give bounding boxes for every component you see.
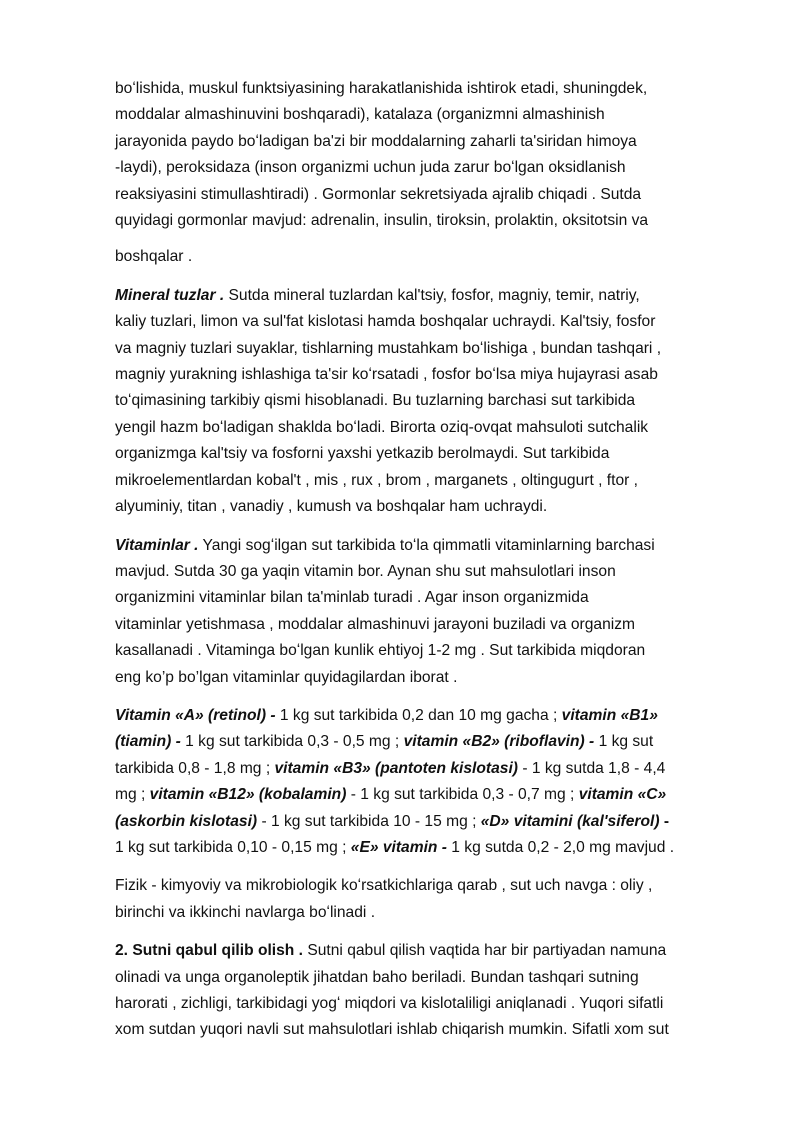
text-line: eng ko’p bo’lgan vitaminlar quyidagilardan iborat . xyxy=(115,668,458,686)
vitamin-name: «D» vitamini (kal'siferol) xyxy=(480,812,660,830)
paragraph-vitamins xyxy=(115,533,739,691)
vitamin-name: vitamin «B1» xyxy=(561,706,658,724)
text-line: harorati , zichligi, tarkibidagi yogʻ miqdori va kislotaliligi aniqlanadi . Yuqori sifatli xyxy=(115,995,664,1012)
text-line: toʻqimasining tarkibiy qismi hisoblanadi. Bu tuzlarning barchasi sut tarkibida xyxy=(115,392,636,410)
text-line: quyidagi gormonlar mavjud: adrenalin, insulin, tiroksin, prolaktin, oksitotsin va xyxy=(115,212,649,230)
text-line xyxy=(115,782,739,808)
document-body xyxy=(115,76,739,1044)
text-line: reaksiyasini stimullashtiradi) . Gormonlar sekretsiyada ajralib chiqadi . Sutda xyxy=(115,185,642,203)
text-line: boʻlishida, muskul funktsiyasining harakatlanishida ishtirok etadi, shuningdek, xyxy=(115,80,648,97)
paragraph-enzymes-hormones xyxy=(115,76,739,271)
text-line: organizmini vitaminlar bilan ta'minlab turadi . Agar inson organizmida xyxy=(115,589,589,607)
text-run: 1 kg sut tarkibida 0,2 dan 10 mg gacha ; xyxy=(275,706,562,724)
text-line: mavjud. Sutda 30 ga yaqin vitamin bor. Aynan shu sut mahsulotlari inson xyxy=(115,562,616,580)
paragraph-milk-grades xyxy=(115,873,739,926)
text-run: Yangi sogʻilgan sut tarkibida toʻla qimmatli vitaminlarning barchasi xyxy=(198,536,655,554)
text-line xyxy=(115,283,739,309)
text-line: boshqalar . xyxy=(115,248,193,266)
text-line: alyuminiy, titan , vanadiy , kumush va boshqalar ham uchraydi. xyxy=(115,498,548,516)
text-line xyxy=(115,533,739,559)
vitamin-name: Vitamin «A» (retinol) - xyxy=(115,706,276,724)
text-line xyxy=(115,729,739,755)
text-line: birinchi va ikkinchi navlarga boʻlinadi . xyxy=(115,903,376,921)
text-line: yengil hazm boʻladigan shaklda boʻladi. Birorta oziq-ovqat mahsuloti sutchalik xyxy=(115,418,649,436)
section-heading-vitamins: Vitaminlar . xyxy=(115,536,199,554)
text-line xyxy=(115,809,739,835)
text-line: mikroelementlardan kobal't , mis , rux , brom , marganets , oltingugurt , ftor , xyxy=(115,471,638,489)
vitamin-name: vitamin «B12» (kobalamin) xyxy=(149,786,347,804)
text-line xyxy=(115,703,739,729)
vitamin-name: (askorbin kislotasi) xyxy=(115,812,258,830)
text-line: va magniy tuzlari suyaklar, tishlarning mustahkam boʻlishiga , bundan tashqari , xyxy=(115,339,662,357)
text-line xyxy=(115,756,739,782)
text-run: Sutni qabul qilish vaqtida har bir partiyadan namuna xyxy=(303,942,667,960)
vitamin-name: vitamin «C» xyxy=(578,786,667,804)
text-line: kasallanadi . Vitaminga boʻlgan kunlik ehtiyoj 1-2 mg . Sut tarkibida miqdoran xyxy=(115,642,646,660)
text-run: 1 kg sut tarkibida 0,10 - 0,15 mg ; xyxy=(115,838,351,856)
vitamin-name: vitamin «B2» (riboflavin) - xyxy=(403,733,595,751)
text-line: olinadi va unga organoleptik jihatdan baho beriladi. Bundan tashqari sutning xyxy=(115,968,639,986)
vitamin-name: vitamin «B3» (pantoten kislotasi) xyxy=(274,759,518,777)
vitamin-name: «E» vitamin - xyxy=(350,838,447,856)
vitamin-name: (tiamin) - xyxy=(115,733,181,751)
text-run: 1 kg sut tarkibida 0,3 - 0,5 mg ; xyxy=(180,733,404,751)
text-run: mg ; xyxy=(115,786,150,804)
text-line: Fizik - kimyoviy va mikrobiologik koʻrsatkichlariga qarab , sut uch navga : oliy , xyxy=(115,877,653,895)
text-line xyxy=(115,938,739,964)
text-run: - 1 kg sut tarkibida 0,3 - 0,7 mg ; xyxy=(346,786,579,804)
text-line: moddalar almashinuvini boshqaradi), katalaza (organizmni almashinish xyxy=(115,106,605,124)
text-line: magniy yurakning ishlashiga ta'sir koʻrsatadi , fosfor boʻlsa miya hujayrasi asab xyxy=(115,366,658,384)
paragraph-mineral-salts xyxy=(115,283,739,521)
text-run: tarkibida 0,8 - 1,8 mg ; xyxy=(115,759,275,777)
paragraph-vitamin-list xyxy=(115,703,739,861)
text-line: organizmga kal'tsiy va fosforni yaxshi yetkazib berolmaydi. Sut tarkibida xyxy=(115,445,610,463)
paragraph-milk-acceptance xyxy=(115,938,739,1044)
text-run: 1 kg sutda 0,2 - 2,0 mg mavjud . xyxy=(446,838,675,856)
text-line: -laydi), peroksidaza (inson organizmi uchun juda zarur boʻlgan oksidlanish xyxy=(115,159,626,177)
text-run: - 1 kg sut tarkibida 10 - 15 mg ; xyxy=(257,812,481,830)
text-line: xom sutdan yuqori navli sut mahsulotlari ishlab chiqarish mumkin. Sifatli xom sut xyxy=(115,1021,669,1039)
text-line: kaliy tuzlari, limon va sul'fat kislotasi hamda boshqalar uchraydi. Kal'tsiy, fosfor xyxy=(115,313,656,331)
text-run: - 1 kg sutda 1,8 - 4,4 xyxy=(517,759,666,777)
text-line: jarayonida paydo boʻladigan ba'zi bir moddalarning zaharli ta'siridan himoya xyxy=(115,132,637,150)
text-run: - xyxy=(659,812,670,830)
section-heading-mineral-salts: Mineral tuzlar . xyxy=(115,286,225,304)
text-run: Sutda mineral tuzlardan kal'tsiy, fosfor, magniy, temir, natriy, xyxy=(224,286,640,304)
text-line xyxy=(115,835,739,861)
text-run: 1 kg sut xyxy=(594,733,654,751)
section-heading-milk-acceptance: 2. Sutni qabul qilib olish . xyxy=(115,942,303,960)
text-line: vitaminlar yetishmasa , moddalar almashinuvi jarayoni buziladi va organizm xyxy=(115,615,636,633)
